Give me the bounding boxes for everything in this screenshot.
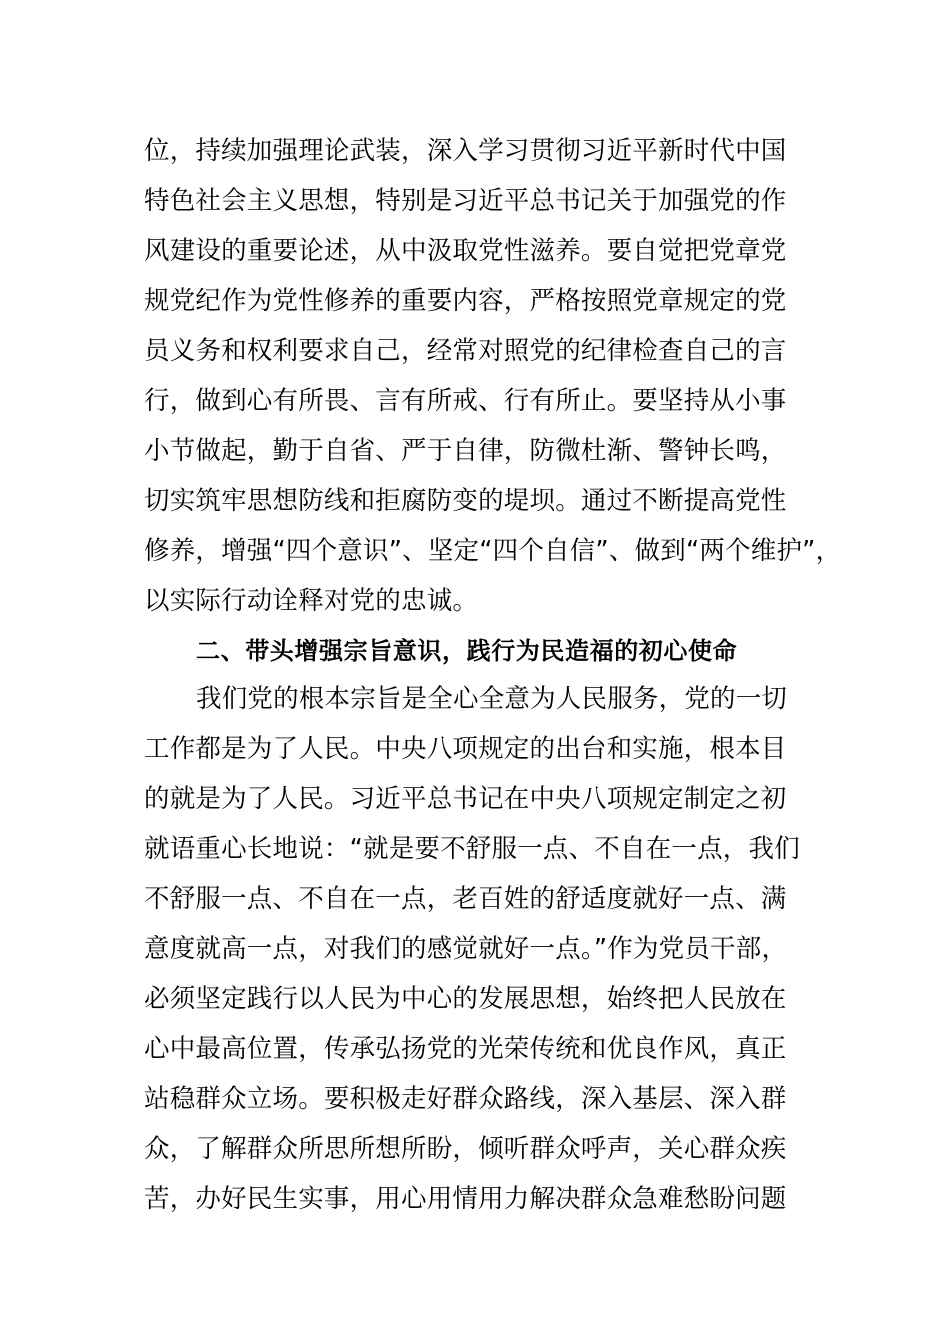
body-text-line: 以实际行动诠释对党的忠诚。 — [144, 586, 479, 616]
body-text-line: 我们党的根本宗旨是全心全意为人民服务，党的一切 — [196, 684, 788, 714]
body-text-line: 意度就高一点，对我们的感觉就好一点。”作为党员干部， — [144, 934, 788, 964]
body-text-line: 修养，增强“四个意识”、坚定“四个自信”、做到“两个维护”， — [144, 536, 842, 566]
body-text-line: 小节做起，勤于自省、严于自律，防微杜渐、警钟长鸣， — [144, 436, 787, 466]
body-text-line: 众，了解群众所思所想所盼，倾听群众呼声，关心群众疾 — [144, 1134, 787, 1164]
body-text-line: 的就是为了人民。习近平总书记在中央八项规定制定之初 — [144, 784, 787, 814]
body-text-line: 切实筑牢思想防线和拒腐防变的堤坝。通过不断提高党性 — [144, 486, 787, 516]
section-heading: 二、带头增强宗旨意识，践行为民造福的初心使命 — [196, 637, 738, 665]
body-text-line: 苦，办好民生实事，用心用情用力解决群众急难愁盼问题 — [144, 1184, 787, 1214]
body-text-line: 工作都是为了人民。中央八项规定的出台和实施，根本目 — [144, 734, 787, 764]
body-text-line: 心中最高位置，传承弘扬党的光荣传统和优良作风，真正 — [144, 1034, 787, 1064]
body-text-line: 员义务和权利要求自己，经常对照党的纪律检查自己的言 — [144, 336, 787, 366]
body-text-line: 必须坚定践行以人民为中心的发展思想，始终把人民放在 — [144, 984, 787, 1014]
body-text-line: 不舒服一点、不自在一点，老百姓的舒适度就好一点、满 — [144, 884, 787, 914]
body-text-line: 站稳群众立场。要积极走好群众路线，深入基层、深入群 — [144, 1084, 787, 1114]
body-text-line: 就语重心长地说：“就是要不舒服一点、不自在一点，我们 — [144, 834, 800, 864]
body-text-line: 位，持续加强理论武装，深入学习贯彻习近平新时代中国 — [144, 136, 787, 166]
body-text-line: 规党纪作为党性修养的重要内容，严格按照党章规定的党 — [144, 286, 787, 316]
body-text-line: 行，做到心有所畏、言有所戒、行有所止。要坚持从小事 — [144, 386, 787, 416]
body-text-line: 风建设的重要论述，从中汲取党性滋养。要自觉把党章党 — [144, 236, 787, 266]
body-text-line: 特色社会主义思想，特别是习近平总书记关于加强党的作 — [144, 186, 787, 216]
